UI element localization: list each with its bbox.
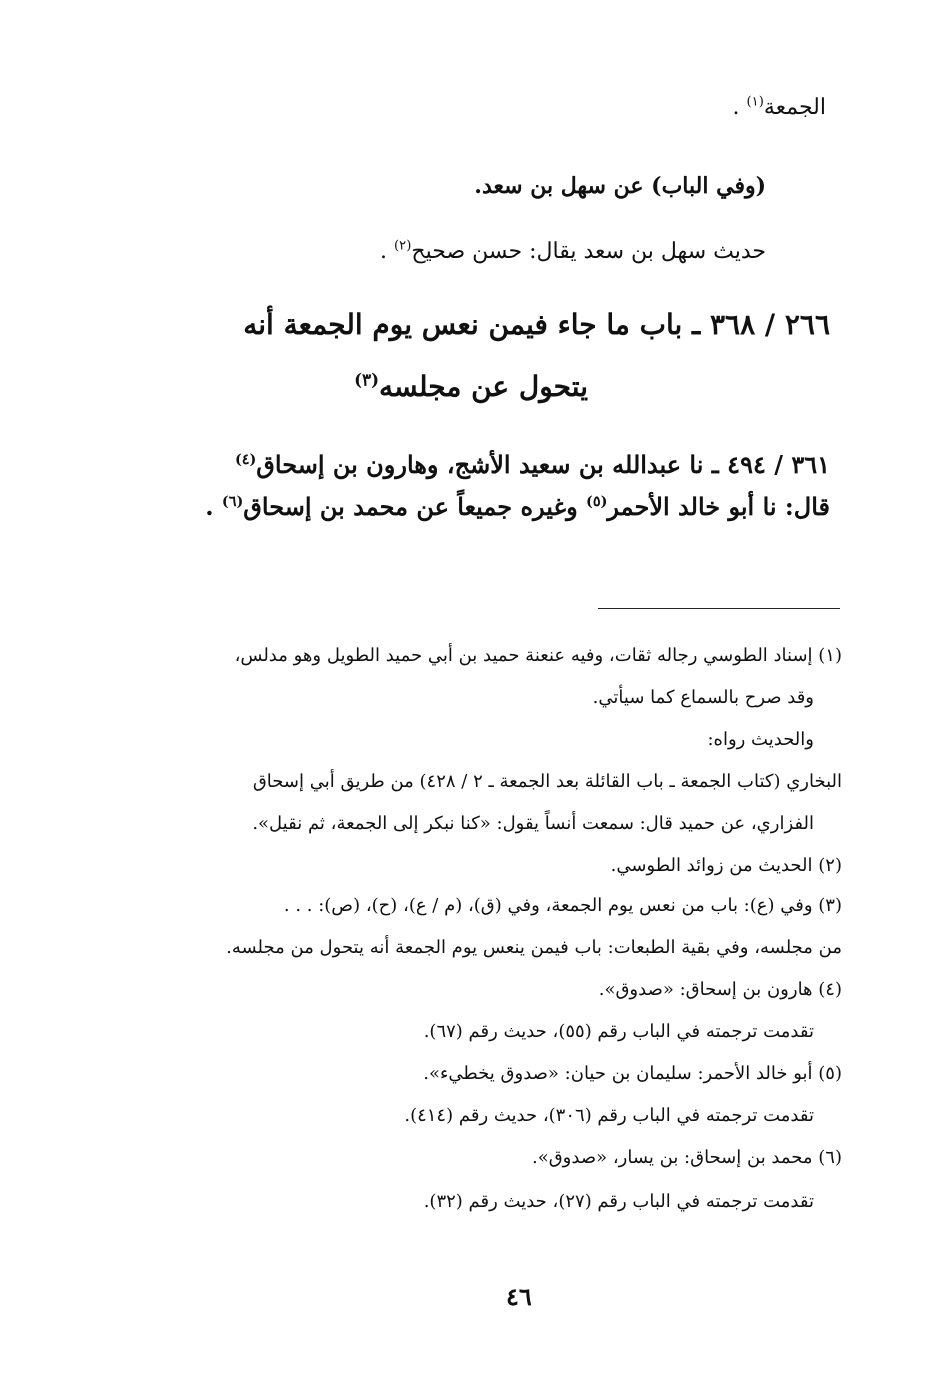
footnote-line: (١) إسناد الطوسي رجاله ثقات، وفيه عنعنة حميد بن أبي حميد الطويل وهو مدلس، bbox=[234, 645, 842, 666]
chapter-heading-line-2 bbox=[354, 369, 588, 403]
footnote-line: (٢) الحديث من زوائد الطوسي. bbox=[610, 855, 842, 876]
punctuation: . bbox=[732, 95, 740, 120]
footnote-line: الفزاري، عن حميد قال: سمعت أنساً يقول: «كنا نبكر إلى الجمعة، ثم نقيل». bbox=[252, 813, 814, 834]
footnote-line: (٦) محمد بن إسحاق: بن يسار، «صدوق». bbox=[531, 1147, 842, 1168]
footnote-line: وقد صرح بالسماع كما سيأتي. bbox=[592, 687, 814, 708]
punctuation: . bbox=[205, 492, 214, 521]
page-number: ٤٦ bbox=[506, 1282, 532, 1311]
footnote-line: تقدمت ترجمته في الباب رقم (٢٧)، حديث رقم (٣٢). bbox=[423, 1191, 814, 1212]
heading-text: يتحول عن مجلسه bbox=[379, 370, 588, 403]
footnote-marker: (٦) bbox=[221, 493, 244, 510]
ruling-line bbox=[380, 240, 766, 264]
footnote-line: تقدمت ترجمته في الباب رقم (٥٥)، حديث رقم (٦٧). bbox=[423, 1021, 814, 1042]
text-line-top bbox=[732, 96, 826, 120]
hadith-text: قال: نا أبو خالد الأحمر bbox=[607, 492, 830, 521]
footnote-line: تقدمت ترجمته في الباب رقم (٣٠٦)، حديث رقم (٤١٤). bbox=[404, 1105, 814, 1126]
footnote-marker: (١) bbox=[746, 94, 764, 110]
hadith-text: وغيره جميعاً عن محمد بن إسحاق bbox=[243, 492, 578, 521]
footnote-line: البخاري (كتاب الجمعة ـ باب القائلة بعد الجمعة ـ ٢ / ٤٢٨) من طريق أبي إسحاق bbox=[252, 771, 842, 792]
bab-line: (وفي الباب) عن سهل بن سعد. bbox=[474, 173, 766, 199]
footnote-line: (٣) وفي (ع): باب من نعس يوم الجمعة، وفي (ق)، (م / ع)، (ح)، (ص): . . . bbox=[283, 895, 842, 916]
hadith-line-2 bbox=[205, 494, 830, 520]
ruling-text: حديث سهل بن سعد يقال: حسن صحيح bbox=[411, 239, 766, 264]
footnote-line: (٤) هارون بن إسحاق: «صدوق». bbox=[598, 979, 842, 1000]
footnote-line: (٥) أبو خالد الأحمر: سليمان بن حيان: «صدوق يخطيء». bbox=[423, 1063, 842, 1084]
hadith-line-1 bbox=[235, 452, 830, 478]
footnote-line: من مجلسه، وفي بقية الطبعات: باب فيمن ينعس يوم الجمعة أنه يتحول من مجلسه. bbox=[226, 937, 842, 958]
footnote-marker: (٥) bbox=[586, 493, 608, 510]
footnote-marker: (٣) bbox=[354, 369, 380, 390]
footnote-line: والحديث رواه: bbox=[707, 729, 814, 750]
footnote-marker: (٢) bbox=[394, 238, 412, 254]
footnote-separator bbox=[598, 608, 840, 609]
chapter-heading-line-1: ٢٦٦ / ٣٦٨ ـ باب ما جاء فيمن نعس يوم الجمعة أنه bbox=[243, 308, 830, 341]
hadith-text: ٣٦١ / ٤٩٤ ـ نا عبدالله بن سعيد الأشج، وهارون بن إسحاق bbox=[256, 450, 830, 479]
footnote-marker: (٤) bbox=[234, 451, 257, 468]
text-fragment: الجمعة bbox=[763, 95, 826, 120]
punctuation: . bbox=[380, 239, 388, 264]
